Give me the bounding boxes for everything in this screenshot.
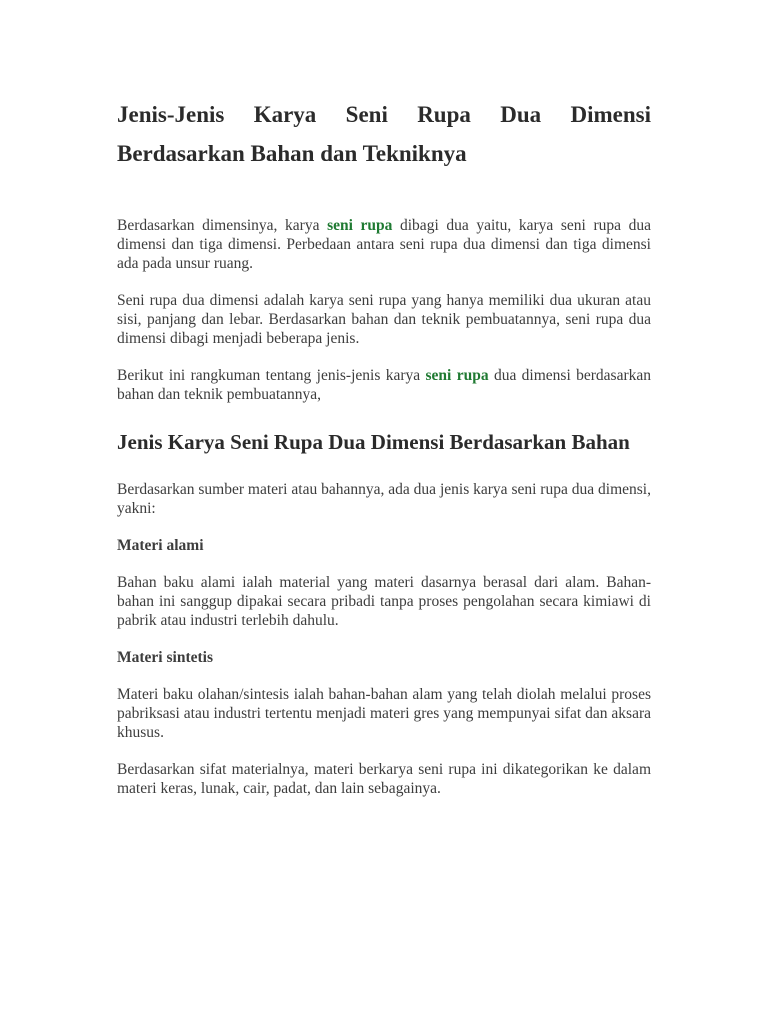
section-heading: Jenis Karya Seni Rupa Dua Dimensi Berdasarkan Bahan (117, 430, 630, 454)
intro-text-before: Berdasarkan dimensinya, karya (117, 217, 328, 234)
material-properties-paragraph: Berdasarkan sifat materialnya, materi berkarya seni rupa ini dikategorikan ke dalam materi keras, lunak, cair, padat, dan lain sebagainya. (117, 761, 651, 797)
summary-text-before: Berikut ini rangkuman tentang jenis-jenis karya (117, 367, 426, 384)
document-page (117, 0, 651, 798)
subheading-synthetic-material: Materi sintetis (117, 649, 213, 666)
materials-intro-paragraph: Berdasarkan sumber materi atau bahannya, ada dua jenis karya seni rupa dua dimensi, yakni: (117, 481, 651, 517)
seni-rupa-link-2[interactable]: seni rupa (425, 367, 489, 384)
seni-rupa-link[interactable]: seni rupa (327, 217, 393, 234)
subheading-natural-material: Materi alami (117, 537, 204, 554)
definition-paragraph: Seni rupa dua dimensi adalah karya seni rupa yang hanya memiliki dua ukuran atau sisi, panjang dan lebar. Berdasarkan bahan dan teknik pembuatannya, seni rupa dua dimensi dibagi menjadi beberapa jenis. (117, 292, 651, 347)
article-title: Jenis-Jenis Karya Seni Rupa Dua Dimensi Berdasarkan Bahan dan Tekniknya (117, 102, 651, 166)
synthetic-material-paragraph: Materi baku olahan/sintesis ialah bahan-bahan alam yang telah diolah melalui proses pabriksasi atau industri tertentu menjadi materi gres yang mempunyai sifat dan aksara khusus. (117, 686, 651, 741)
intro-text-after: dibagi dua yaitu, karya seni rupa dua dimensi dan tiga dimensi. Perbedaan antara seni rupa dua dimensi dan tiga dimensi ada pada unsur ruang. (117, 217, 651, 272)
intro-paragraph (117, 216, 651, 273)
summary-text-after: dua dimensi berdasarkan bahan dan teknik pembuatannya, (117, 367, 651, 403)
summary-paragraph (117, 366, 651, 404)
natural-material-paragraph: Bahan baku alami ialah material yang materi dasarnya berasal dari alam. Bahan-bahan ini sanggup dipakai secara pribadi tanpa proses pengolahan secara kimiawi di pabrik atau industri terlebih dahulu. (117, 574, 651, 629)
